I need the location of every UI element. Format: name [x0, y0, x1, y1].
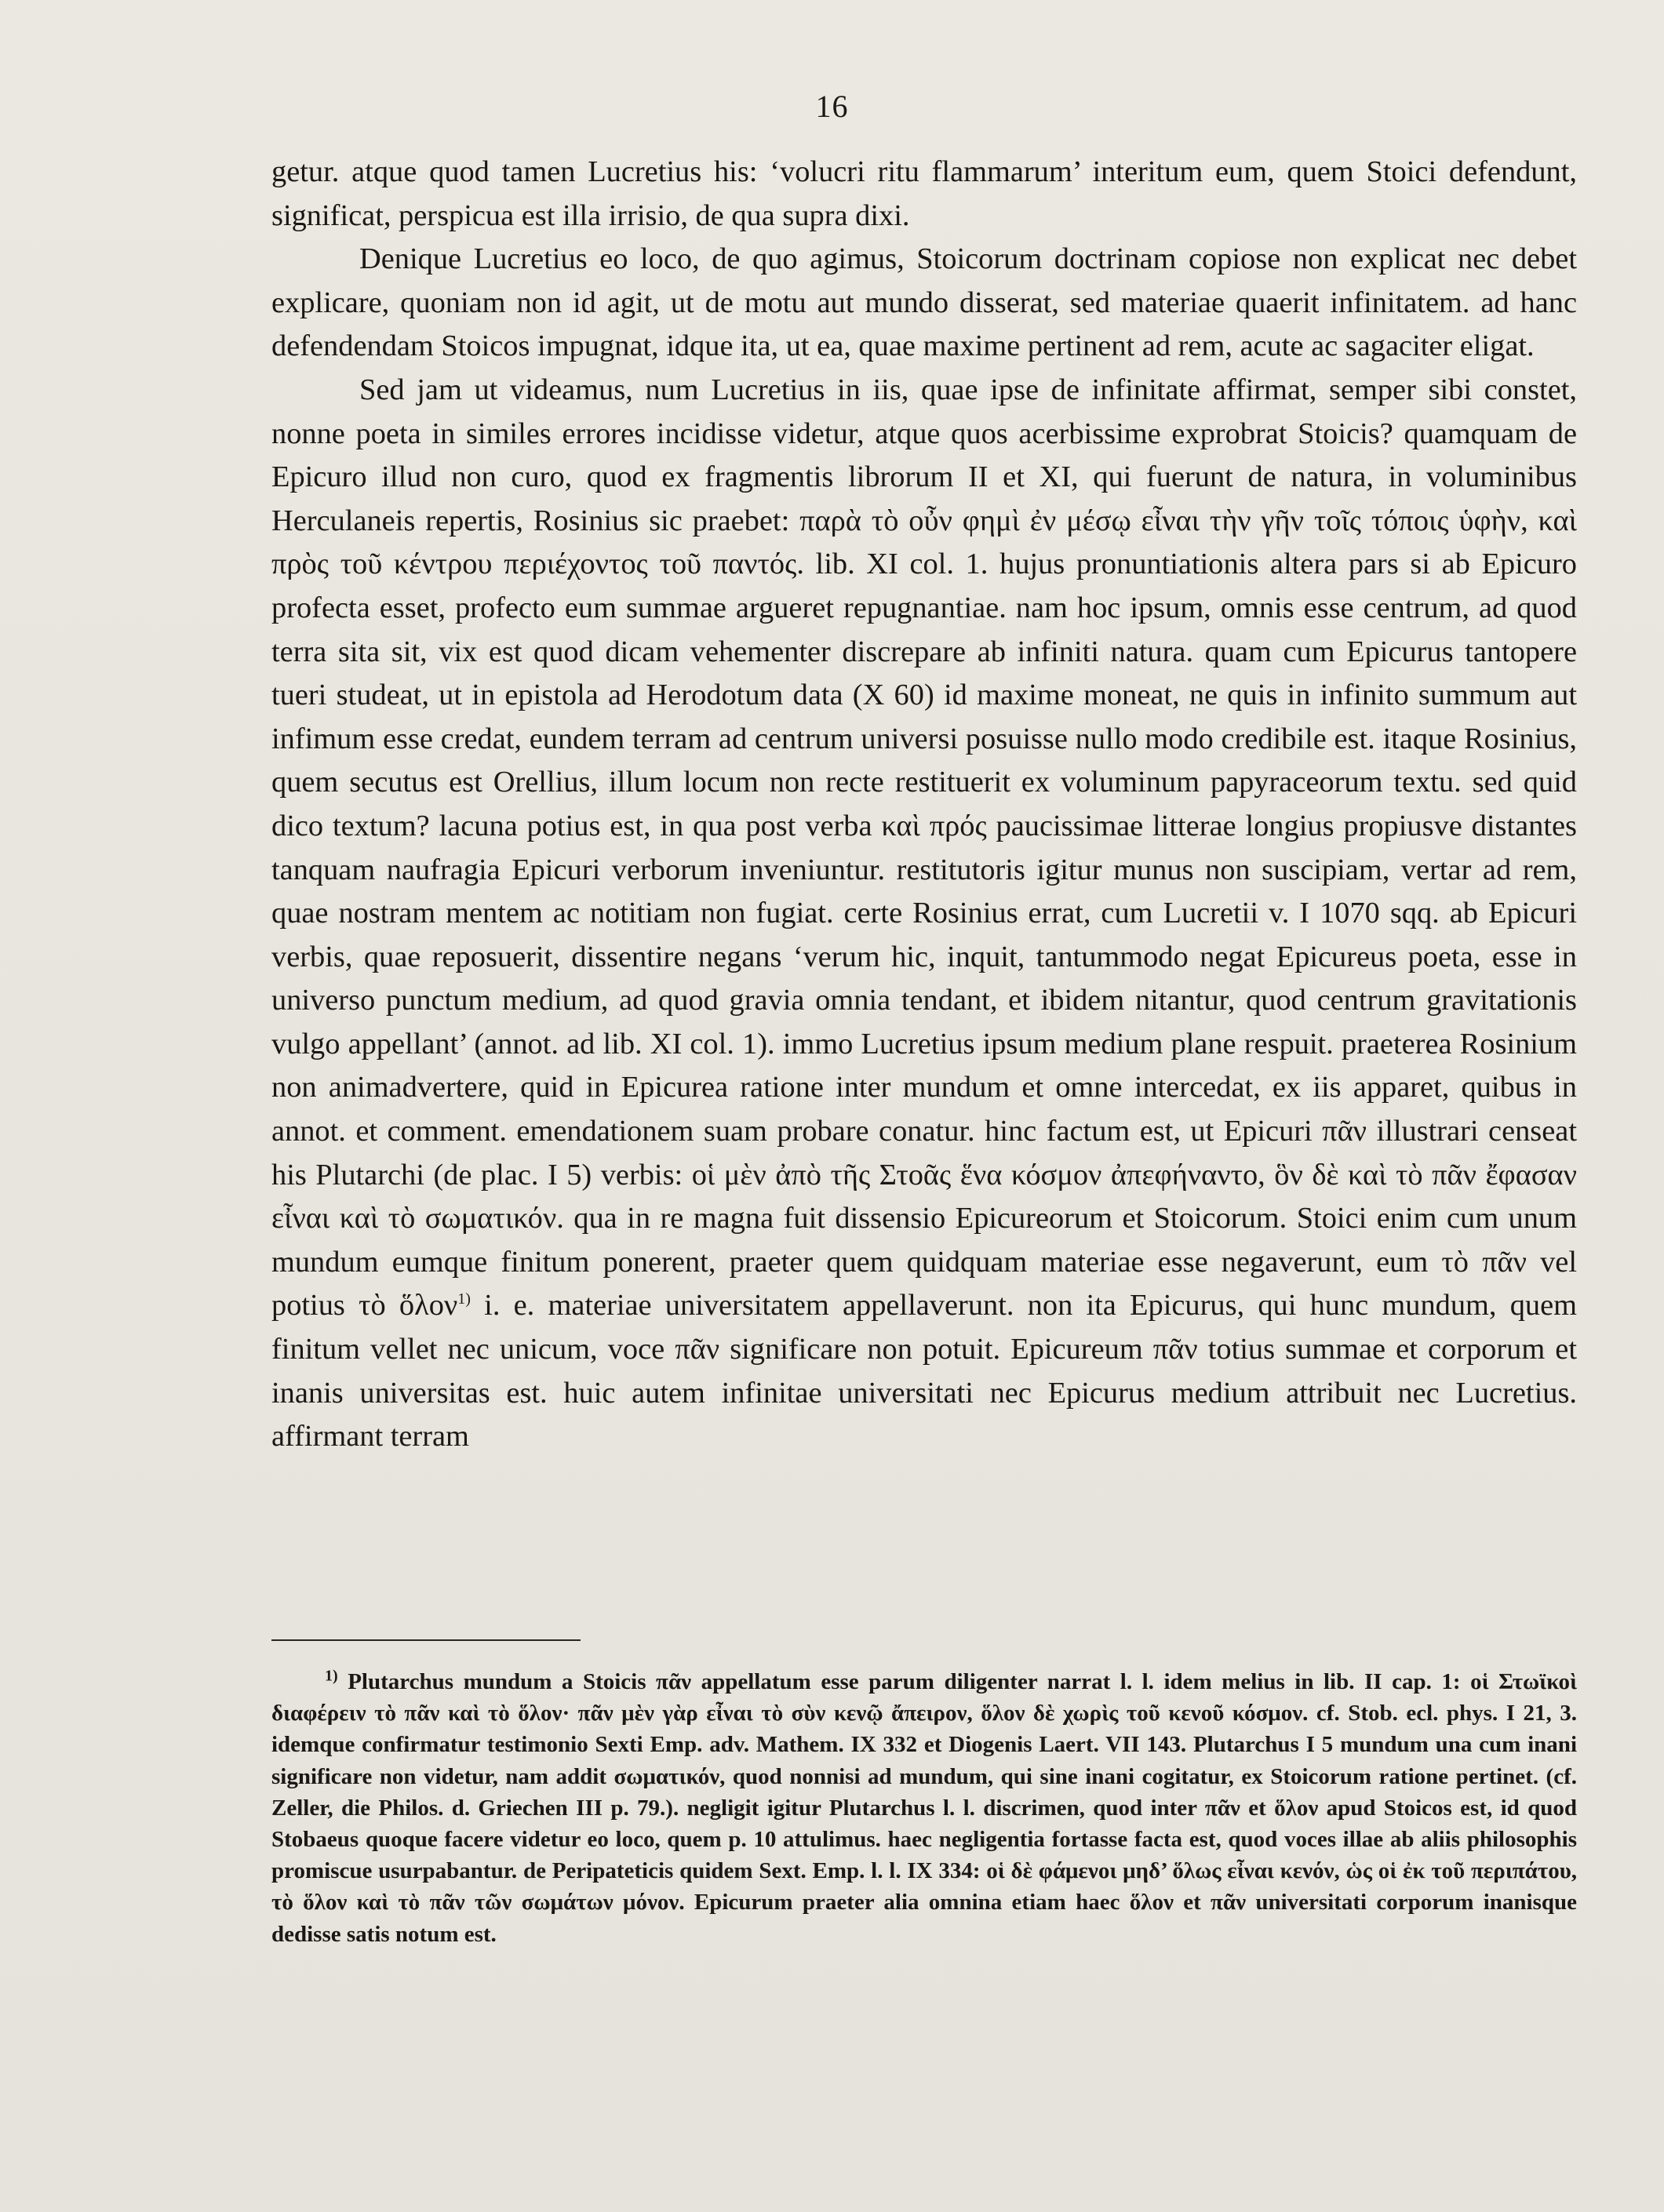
paragraph-2: Denique Lucretius eo loco, de quo agimus, Stoicorum doctrinam copiose non explicat nec debet explicare, quoniam non id agit, ut de motu aut mundo disserat, sed materiae quaerit infinitatem. ad hanc defendendam Stoicos impugnat, idque ita, ut ea, quae maxime pertinent ad rem, acute ac sagaciter eligat. [271, 242, 1577, 363]
paragraph-3-text: Sed jam ut videamus, num Lucretius in iis, quae ipse de infinitate affirmat, semper sibi constet, nonne poeta in similes errores incidisse videtur, atque quos acerbissime exprobrat Stoicis? quamquam de Epicuro illud non curo, quod ex fragmentis librorum II et XI, qui fuerunt de natura, in voluminibus Herculaneis repertis, Rosinius sic praebet: παρὰ τὸ οὖν φημὶ ἐν μέσῳ εἶναι τὴν γῆν τοῖς τόποις ὑφὴν, καὶ πρὸς τοῦ κέντρου περιέχοντος τοῦ παντός. lib. XI col. 1. hujus pronuntiationis altera pars si ab Epicuro profecta esset, profecto eum summae argueret repugnantiae. nam hoc ipsum, omnis esse centrum, ad quod terra sita sit, vix est quod dicam vehementer discrepare ab infiniti natura. quam cum Epicurus tantopere tueri studeat, ut in epistola ad Herodotum data (X 60) id maxime moneat, ne quis in infinito summum aut infimum esse credat, eundem terram ad centrum universi posuisse nullo modo credibile est. itaque Rosinius, quem secutus est Orellius, illum locum non recte restituerit ex voluminum papyraceorum textu. sed quid dico textum? lacuna potius est, in qua post verba καὶ πρός paucissimae litterae longius propiusve distantes tanquam naufragia Epicuri verborum inveniuntur. restitutoris igitur munus non suscipiam, vertar ad rem, quae nostram mentem ac notitiam non fugiat. certe Rosinius errat, cum Lucretii v. I 1070 sqq. ab Epicuri verbis, quae reposuerit, dissentire negans ‘verum hic, inquit, tantummodo negat Epicureus poeta, esse in universo punctum medium, ad quod gravia omnia tendant, et ibidem nitantur, quod centrum gravitationis vulgo appellant’ (annot. ad lib. XI col. 1). immo Lucretius ipsum medium plane respuit. praeterea Rosinium non animadvertere, quid in Epicurea ratione inter mundum et omne intercedat, ex iis apparet, quibus in annot. et comment. emendationem suam probare conatur. hinc factum est, ut Epicuri πᾶν illustrari censeat his Plutarchi (de plac. I 5) verbis: οἱ μὲν ἀπὸ τῆς Στοᾶς ἕνα κόσμον ἀπεφήναντο, ὃν δὲ καὶ τὸ πᾶν ἔφασαν εἶναι καὶ τὸ σωματικόν. qua in re magna fuit dissensio Epicureorum et Stoicorum. Stoici enim cum unum mundum eumque finitum ponerent, praeter quem quidquam materiae esse negaverunt, eum τὸ πᾶν vel potius τὸ ὅλον [271, 373, 1577, 1322]
footnotes [271, 1666, 1577, 1950]
paragraph-3 [271, 369, 1577, 1459]
footnote-1 [271, 1666, 1577, 1950]
footnote-1-text: Plutarchus mundum a Stoicis πᾶν appellatum esse parum diligenter narrat l. l. idem melius in lib. II cap. 1: οἱ Στωϊκοὶ διαφέρειν τὸ πᾶν καὶ τὸ ὅλον· πᾶν μὲν γὰρ εἶναι τὸ σὺν κενῷ ἄπειρον, ὅλον δὲ χωρὶς τοῦ κενοῦ κόσμον. cf. Stob. ecl. phys. I 21, 3. idemque confirmatur testimonio Sexti Emp. adv. Mathem. IX 332 et Diogenis Laert. VII 143. Plutarchus I 5 mundum una cum inani significare non videtur, nam addit σωματικόν, quod nonnisi ad mundum, qui sine inani cogitatur, ex Stoicorum ratione pertinet. (cf. Zeller, die Philos. d. Griechen III p. 79.). negligit igitur Plutarchus l. l. discrimen, quod inter πᾶν et ὅλον apud Stoicos est, id quod Stobaeus quoque facere videtur eo loco, quem p. 10 attulimus. haec negligentia fortasse facta est, quod voces illae ab aliis philosophis promiscue usurpabantur. de Peripateticis quidem Sext. Emp. l. l. IX 334: οἱ δὲ φάμενοι μηδ’ ὅλως εἶναι κενόν, ὡς οἱ ἐκ τοῦ περιπάτου, τὸ ὅλον καὶ τὸ πᾶν τῶν σωμάτων μόνον. Epicurum praeter alia omnina etiam haec ὅλον et πᾶν universitati corporum inanisque dedisse satis notum est. [271, 1669, 1578, 1947]
page-number: 16 [815, 89, 849, 124]
paragraph-3-continuation: i. e. materiae universitatem appellaverunt. non ita Epicurus, qui hunc mundum, quem finitum vellet nec unicum, voce πᾶν significare non potuit. Epicureum πᾶν totius summae et corporum et inanis universitas est. huic autem infinitae universitati nec Epicurus medium attribuit nec Lucretius. affirmant terram [271, 1289, 1578, 1453]
footnote-reference: 1) [457, 1290, 471, 1308]
footnote-separator [271, 1639, 581, 1641]
paragraph-1: getur. atque quod tamen Lucretius his: ‘volucri ritu flammarum’ interitum eum, quem Stoici defendunt, significat, perspicua est illa irrisio, de qua supra dixi. [271, 155, 1577, 232]
body-text [271, 151, 1577, 1459]
footnote-marker: 1) [325, 1667, 338, 1685]
